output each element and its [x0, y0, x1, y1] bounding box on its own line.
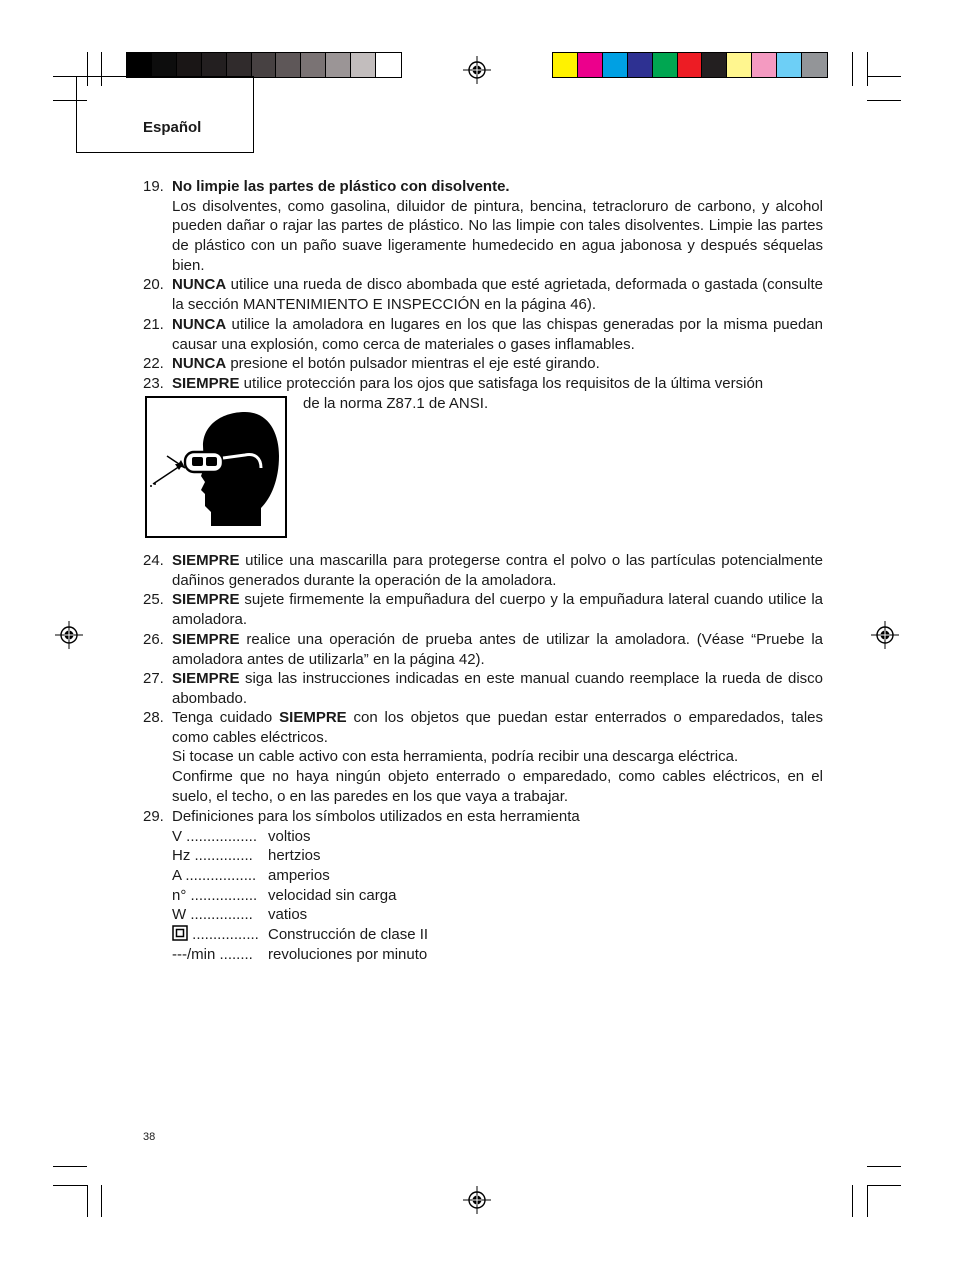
item-number: 19. [143, 178, 164, 195]
item-text: Si tocase un cable activo con esta herramienta, podría recibir una descarga eléctrica. [172, 748, 739, 766]
item-text: sujete firmemente la empuñadura del cuerpo y la empuñadura lateral cuando utilice la amoladora. [172, 591, 823, 628]
item-text-continued: de la norma Z87.1 de ANSI. [303, 395, 489, 412]
color-swatch [727, 53, 752, 77]
color-swatch [252, 53, 277, 77]
color-swatch [678, 53, 703, 77]
list-item-24 [143, 551, 823, 590]
color-swatch [202, 53, 227, 77]
page-number: 38 [143, 1131, 156, 1143]
class-ii-construction-icon [172, 925, 188, 941]
language-tab [76, 76, 254, 153]
item-number: 29. [143, 808, 164, 825]
item-bold: SIEMPRE [172, 552, 240, 569]
color-swatch [628, 53, 653, 77]
symbol-key: n° ................ [172, 887, 258, 904]
crop-mark [867, 100, 901, 101]
symbol-value: voltios [268, 828, 311, 845]
language-label: Español [143, 119, 202, 136]
color-swatch [152, 53, 177, 77]
list-item-28 [143, 708, 823, 807]
item-number: 27. [143, 670, 164, 687]
item-text: Los disolventes, como gasolina, diluidor de pintura, bencina, tetracloruro de carbono, y alcohol pueden dañar o rajar las partes de plástico. No las limpie con tales disolventes. Limpie las partes de plástico con un paño suave ligeramente humedecido en agua jabonosa y después séquelas bien. [172, 197, 823, 274]
item-number: 28. [143, 709, 164, 726]
color-swatch [653, 53, 678, 77]
symbol-row [172, 905, 307, 925]
item-number: 24. [143, 552, 164, 569]
crop-mark [852, 52, 853, 86]
color-swatch [752, 53, 777, 77]
color-swatch [578, 53, 603, 77]
list-item-26 [143, 630, 823, 669]
symbol-key: ................ [188, 926, 259, 943]
item-text: con los objetos que puedan estar enterrados o emparedados, tales como cables eléctricos. [172, 709, 824, 746]
item-text: utilice una rueda de disco abombada que esté agrietada, deformada o gastada (consulte la sección MANTENIMIENTO E INSPECCIÓN en la página 46). [172, 276, 823, 313]
item-text: Tenga cuidado [172, 709, 280, 726]
item-number: 22. [143, 355, 164, 372]
item-bold: SIEMPRE [279, 709, 347, 726]
crop-mark [867, 1185, 901, 1186]
list-item-25 [143, 590, 823, 629]
color-swatch [301, 53, 326, 77]
color-calibration-bar [552, 52, 828, 78]
eye-protection-pictogram [145, 396, 287, 538]
symbol-key: ---/min ........ [172, 946, 253, 963]
registration-mark-icon [463, 1186, 491, 1214]
item-text: siga las instrucciones indicadas en este manual cuando reemplace la rueda de disco abombado. [172, 670, 823, 707]
crop-mark [53, 1185, 87, 1186]
symbol-row [172, 886, 396, 906]
item-bold: NUNCA [172, 355, 227, 372]
symbol-key: Hz .............. [172, 847, 253, 864]
list-item-19 [143, 177, 823, 276]
crop-mark [87, 1185, 88, 1217]
item-text: utilice protección para los ojos que satisfaga los requisitos de la última versión [239, 375, 764, 392]
color-swatch [276, 53, 301, 77]
color-swatch [177, 53, 202, 77]
symbol-value: amperios [268, 867, 330, 884]
item-text: presione el botón pulsador mientras el eje esté girando. [226, 355, 600, 372]
list-item-22 [143, 354, 823, 374]
color-swatch [227, 53, 252, 77]
item-text: Definiciones para los símbolos utilizados en esta herramienta [172, 808, 580, 825]
item-number: 23. [143, 375, 164, 392]
item-bold: SIEMPRE [172, 631, 240, 648]
color-swatch [127, 53, 152, 77]
symbol-row [172, 866, 330, 886]
item-text: realice una operación de prueba antes de utilizar la amoladora. (Véase “Pruebe la amoladora antes de utilizarla” en la página 42). [172, 631, 823, 668]
item-text: Confirme que no haya ningún objeto enterrado o emparedado, como cables eléctricos, en el suelo, el techo, o en las paredes en los que vaya a trabajar. [172, 768, 823, 805]
list-item-20 [143, 275, 823, 314]
registration-mark-icon [55, 621, 83, 649]
symbol-value: hertzios [268, 847, 321, 864]
symbol-key: W ............... [172, 906, 253, 923]
color-swatch [351, 53, 376, 77]
item-number: 26. [143, 631, 164, 648]
item-bold: No limpie las partes de plástico con disolvente. [172, 178, 510, 195]
crop-mark [867, 52, 868, 86]
color-swatch [777, 53, 802, 77]
registration-mark-icon [871, 621, 899, 649]
symbol-row [172, 925, 428, 945]
item-bold: SIEMPRE [172, 670, 240, 687]
item-number: 20. [143, 276, 164, 293]
item-bold: NUNCA [172, 276, 227, 293]
item-bold: SIEMPRE [172, 375, 240, 392]
grayscale-calibration-bar [126, 52, 402, 78]
crop-mark [867, 1185, 868, 1217]
item-bold: SIEMPRE [172, 591, 240, 608]
color-swatch [376, 53, 401, 77]
item-number: 21. [143, 316, 164, 333]
safety-goggles-icon [147, 398, 285, 536]
list-item-29 [143, 807, 823, 827]
list-item-21 [143, 315, 823, 354]
symbol-value: revoluciones por minuto [268, 946, 428, 963]
item-text: utilice una mascarilla para protegerse contra el polvo o las partículas potencialmente dañinos generados durante la operación de la amoladora. [172, 552, 823, 589]
crop-mark [101, 1185, 102, 1217]
crop-mark [867, 1166, 901, 1167]
symbol-value: Construcción de clase II [268, 926, 429, 943]
crop-mark [53, 1166, 87, 1167]
symbol-value: velocidad sin carga [268, 887, 397, 904]
color-swatch [553, 53, 578, 77]
symbol-row [172, 827, 311, 847]
color-swatch [802, 53, 827, 77]
item-number: 25. [143, 591, 164, 608]
crop-mark [852, 1185, 853, 1217]
registration-mark-icon [463, 56, 491, 84]
symbol-row [172, 945, 427, 965]
color-swatch [326, 53, 351, 77]
item-bold: NUNCA [172, 316, 227, 333]
color-swatch [603, 53, 628, 77]
symbol-row [172, 846, 321, 866]
color-swatch [702, 53, 727, 77]
crop-mark [867, 76, 901, 77]
symbol-key: V ................. [172, 828, 258, 845]
symbol-key: A ................. [172, 867, 257, 884]
symbol-value: vatios [268, 906, 308, 923]
item-text: utilice la amoladora en lugares en los que las chispas generadas por la misma puedan causar una explosión, como cerca de materiales o gases inflamables. [172, 316, 823, 353]
list-item-27 [143, 669, 823, 708]
list-item-23 [143, 374, 823, 394]
